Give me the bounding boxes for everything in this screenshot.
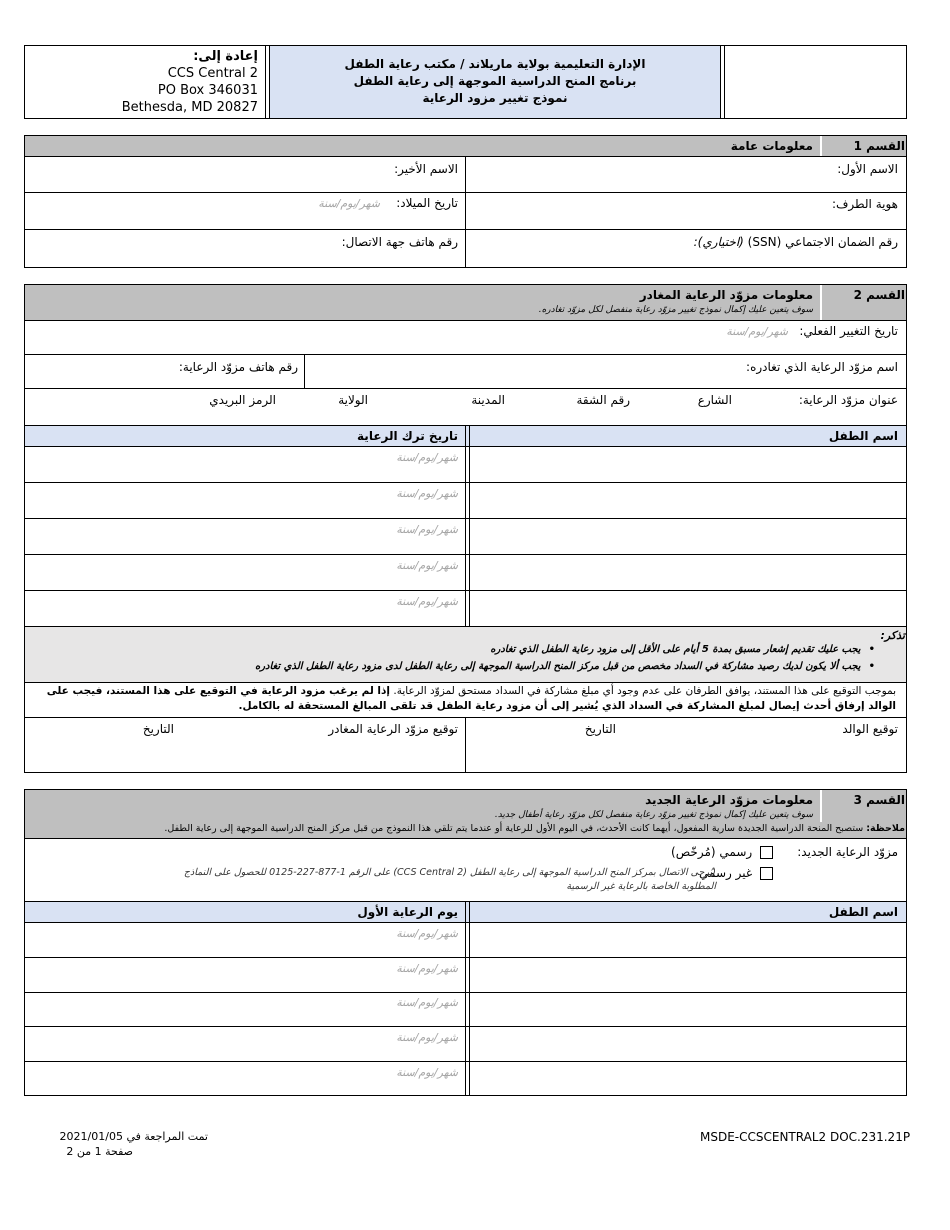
address-city[interactable]: المدينة xyxy=(471,393,505,407)
new-child-name-5[interactable] xyxy=(470,1062,906,1096)
leave-date-field-2[interactable]: شهر/يوم/سنة xyxy=(396,487,458,500)
leaving-child-name-1[interactable] xyxy=(470,447,906,482)
title-line-1: الإدارة التعليمية بولاية ماريلاند / مكتب رعاية الطفل xyxy=(344,57,646,71)
formal-option[interactable] xyxy=(671,845,773,859)
agreement-normal: بموجب التوقيع على هذا المستند، يوافق الطرفان على عدم وجود أي مبلغ مشاركة في السداد مستحق لمزوّد الرعاية. xyxy=(390,685,896,697)
section2-number: القسم 2 xyxy=(853,288,905,302)
leave-date-field-1[interactable]: شهر/يوم/سنة xyxy=(396,451,458,464)
formal-checkbox[interactable] xyxy=(760,846,773,859)
return-to-block xyxy=(28,48,258,116)
new-child-name-4[interactable] xyxy=(470,1027,906,1061)
address-line-2: PO Box 346031 xyxy=(157,83,258,98)
agreement-text xyxy=(34,684,896,714)
contact-phone-label: رقم هاتف جهة الاتصال: xyxy=(341,235,458,249)
first-day-header: يوم الرعاية الأول xyxy=(357,905,458,919)
contact-phone-field[interactable] xyxy=(28,231,328,266)
birth-date-field[interactable]: شهر/يوم/سنة xyxy=(318,197,380,210)
new-child-name-2[interactable] xyxy=(470,958,906,992)
first-day-field-2[interactable]: شهر/يوم/سنة xyxy=(396,962,458,975)
first-day-field-4[interactable]: شهر/يوم/سنة xyxy=(396,1031,458,1044)
provider-name-field[interactable] xyxy=(310,356,710,386)
reminder-text-2: يجب ألا يكون لديك رصيد مشاركة في السداد مخصص من قبل مركز المنح الدراسية الموجهة إلى رعاية الطفل لدى مزود رعاية الطفل الذي تغادره xyxy=(254,661,861,672)
reminder-item-2 xyxy=(255,661,875,672)
address-street[interactable]: الشارع xyxy=(697,393,732,407)
remember-label: تذكر: xyxy=(880,629,905,642)
title-line-3: نموذج تغيير مزود الرعاية xyxy=(422,91,568,105)
return-to-label: إعادة إلى: xyxy=(193,49,258,64)
address-line-3: Bethesda, MD 20827 xyxy=(121,100,258,115)
bullet-2: • xyxy=(868,661,875,672)
last-name-label: الاسم الأخير: xyxy=(394,162,458,176)
first-day-field-5[interactable]: شهر/يوم/سنة xyxy=(396,1066,458,1079)
new-provider-label: مزوّد الرعاية الجديد: xyxy=(797,845,898,859)
leaving-child-name-2[interactable] xyxy=(470,483,906,518)
provider-address-label: عنوان مزوّد الرعاية: xyxy=(798,393,898,407)
provider-name-label: اسم مزوّد الرعاية الذي تغادره: xyxy=(746,360,898,374)
section2-subtitle: سوف يتعين عليك إكمال نموذج تغيير مزوّد رعاية منفصل لكل مزوّد تغادره. xyxy=(538,305,813,315)
reminder-item-1 xyxy=(490,644,875,655)
section3-note xyxy=(164,823,905,834)
parent-signature-label: توقيع الوالد xyxy=(842,722,898,736)
new-child-name-1[interactable] xyxy=(470,923,906,957)
first-name-field[interactable] xyxy=(470,158,830,190)
revised-date: تمت المراجعة في 2021/01/05 xyxy=(59,1130,208,1143)
formal-option-label: رسمي (مُرخّص) xyxy=(671,845,753,859)
child-name-header: اسم الطفل xyxy=(828,429,898,443)
section3-number: القسم 3 xyxy=(853,793,905,807)
address-zip[interactable]: الرمز البريدي xyxy=(209,393,276,407)
section2-title: معلومات مزوّد الرعاية المغادر xyxy=(639,288,813,302)
leaving-child-name-5[interactable] xyxy=(470,591,906,626)
ssn-label xyxy=(694,235,898,249)
leave-date-field-3[interactable]: شهر/يوم/سنة xyxy=(396,523,458,536)
reminder-text-1: يجب عليك تقديم إشعار مسبق بمدة 5 أيام على الأقل إلى مزود رعاية الطفل الذي تغادره xyxy=(490,644,861,655)
informal-option-label: غير رسمي xyxy=(699,866,753,880)
address-apartment[interactable]: رقم الشقة xyxy=(576,393,630,407)
note-text: ستصبح المنحة الدراسية الجديدة سارية المفعول، أيهما كانت الأحدث، في اليوم الأول للرعاية أو عندما يتم تلقي هذا النموذج من قبل مركز المنح الدراسية الموجهة إلى رعاية الطفل. xyxy=(164,823,864,834)
provider-phone-field[interactable] xyxy=(28,356,168,386)
address-state[interactable]: الولاية xyxy=(338,393,368,407)
section3-title: معلومات مزوّد الرعاية الجديد xyxy=(645,793,813,807)
address-line-1: CCS Central 2 xyxy=(167,66,258,81)
section1-title: معلومات عامة xyxy=(730,139,813,153)
party-id-label: هوية الطرف: xyxy=(831,197,898,211)
birth-date-label: تاريخ الميلاد: xyxy=(396,196,458,210)
provider-signature-field[interactable] xyxy=(28,740,458,770)
effective-change-date-label: تاريخ التغيير الفعلي: xyxy=(799,324,898,338)
effective-change-date-field[interactable]: شهر/يوم/سنة xyxy=(726,325,788,338)
note-label: ملاحظة: xyxy=(866,823,905,834)
new-child-name-3[interactable] xyxy=(470,993,906,1026)
ssn-optional: (اختياري): xyxy=(693,235,744,249)
leave-date-header: تاريخ ترك الرعاية xyxy=(357,429,458,443)
new-child-name-header: اسم الطفل xyxy=(828,905,898,919)
ssn-label-text: رقم الضمان الاجتماعي (SSN) xyxy=(747,235,898,249)
parent-signature-field[interactable] xyxy=(470,740,900,770)
page-number: صفحة 1 من 2 xyxy=(66,1145,133,1158)
first-day-field-1[interactable]: شهر/يوم/سنة xyxy=(396,927,458,940)
title-line-2: برنامج المنح الدراسية الموجهة إلى رعاية الطفل xyxy=(353,74,637,88)
provider-date-label: التاريخ xyxy=(142,722,174,736)
party-id-field[interactable] xyxy=(470,194,810,227)
first-name-label: الاسم الأول: xyxy=(837,162,898,176)
doc-code: MSDE-CCSCENTRAL2 DOC.231.21P xyxy=(700,1130,911,1144)
section3-subtitle: سوف يتعين عليك إكمال نموذج تغيير مزوّد رعاية منفصل لكل مزوّد رعاية أطفال جديد. xyxy=(494,810,813,820)
provider-signature-label: توقيع مزوّد الرعاية المغادر xyxy=(328,722,458,736)
leaving-child-name-4[interactable] xyxy=(470,555,906,590)
section1-number: القسم 1 xyxy=(853,139,905,153)
provider-phone-label: رقم هاتف مزوّد الرعاية: xyxy=(178,360,298,374)
leave-date-field-5[interactable]: شهر/يوم/سنة xyxy=(396,595,458,608)
leave-date-field-4[interactable]: شهر/يوم/سنة xyxy=(396,559,458,572)
parent-date-label: التاريخ xyxy=(584,722,616,736)
form-title xyxy=(270,56,720,107)
agreement-bold: إذا لم يرغب مزود الرعاية في التوقيع على هذا المستند، فيجب على الوالد إرفاق أحدث إيصال لمبلغ المشاركة في السداد الذي يُشير إلى أن مزود رعاية الطفل قد تلقى المبالغ المستحقة له بالكامل. xyxy=(46,685,896,712)
last-name-field[interactable] xyxy=(28,158,363,190)
ssn-field[interactable] xyxy=(470,231,680,266)
informal-checkbox[interactable] xyxy=(760,867,773,880)
first-day-field-3[interactable]: شهر/يوم/سنة xyxy=(396,996,458,1009)
informal-note: (يُرجى الاتصال بمركز المنح الدراسية الموجهة إلى رعاية الطفل (CCS Central 2) على الرقم 1-877-227-0125 للحصول على النماذج المطلوبة الخاصة بالرعاية غير الرسمية xyxy=(183,867,716,892)
bullet-1: • xyxy=(868,644,875,655)
leaving-child-name-3[interactable] xyxy=(470,519,906,554)
